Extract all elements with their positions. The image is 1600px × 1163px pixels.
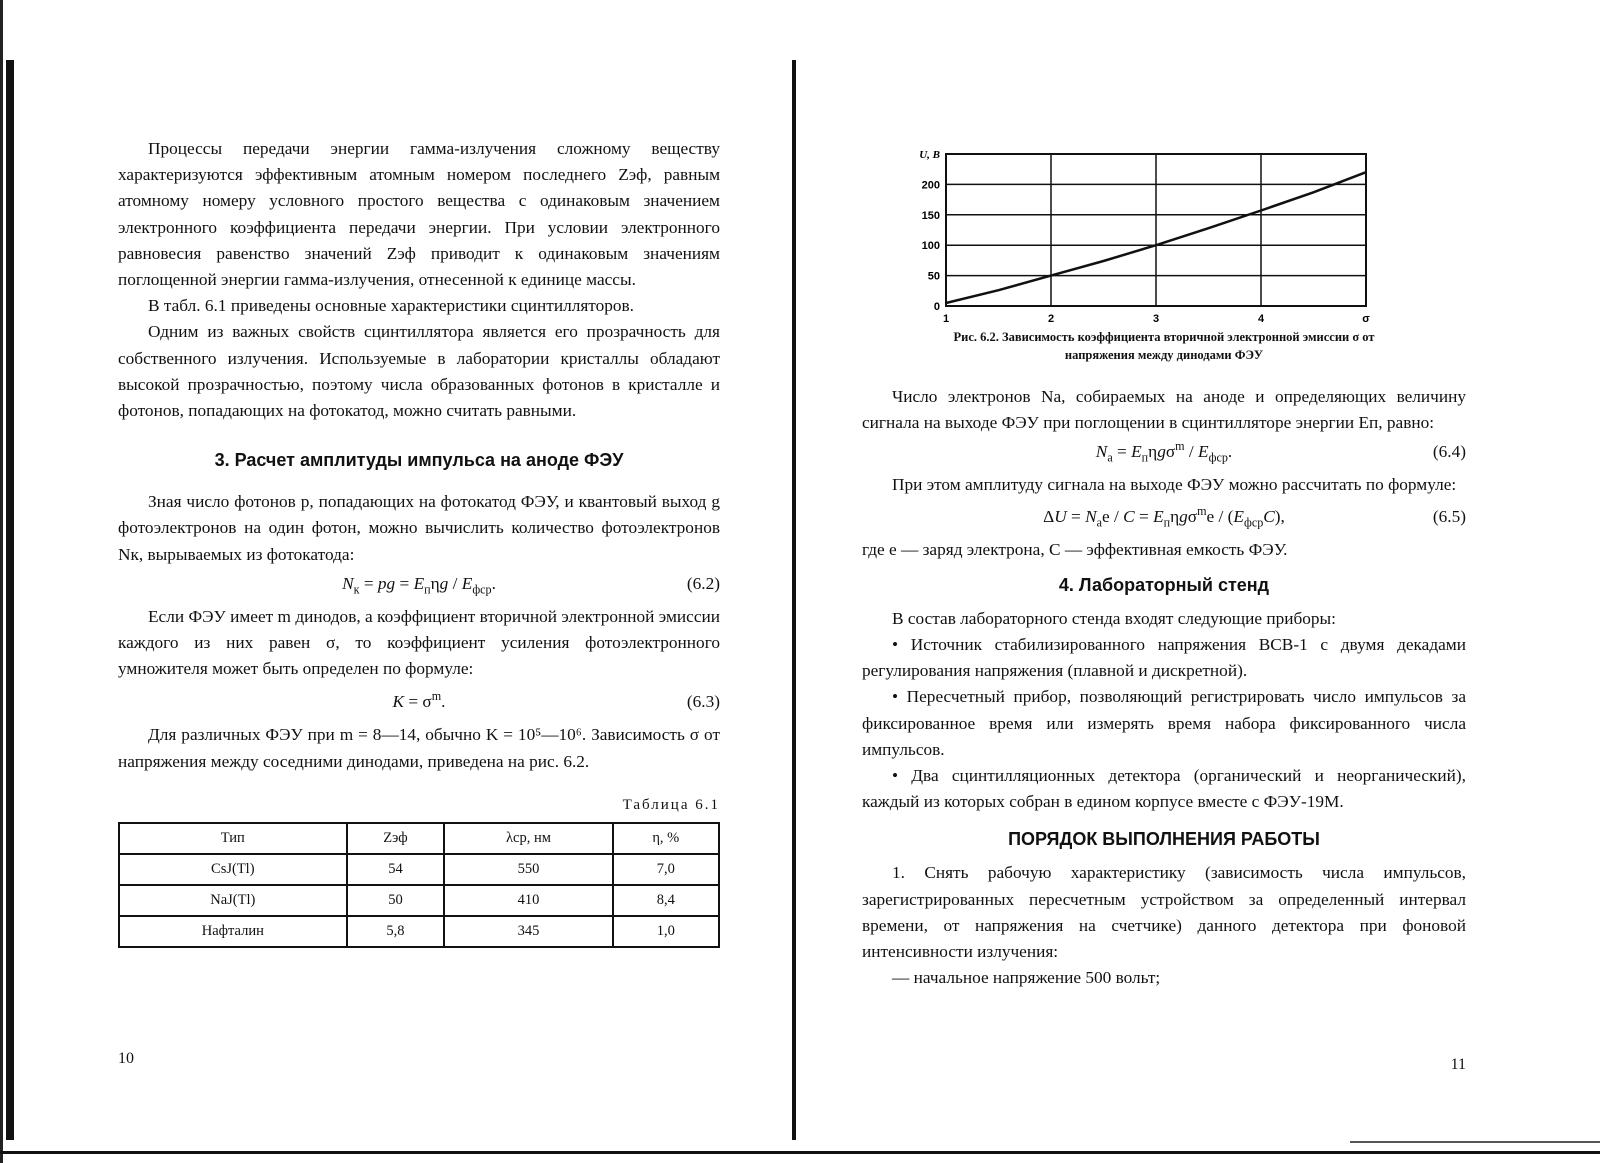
y-tick-label: 0: [933, 301, 940, 313]
equation-6-3-number: (6.3): [686, 692, 720, 712]
paragraph-table-ref: В табл. 6.1 приведены основные характеристики сцинтилляторов.: [148, 296, 634, 316]
scan-edge-bottom-shadow: [1350, 1141, 1600, 1143]
paragraph-equipment: В состав лабораторного стенда входят следующие приборы:: [892, 608, 1336, 628]
table-cell: 8,4: [613, 885, 719, 916]
paragraph-step-1: 1. Снять рабочую характеристику (зависимость числа импульсов, зарегистрированных пересчетным устройством за определенный интервал времени, от напряжения на счетчике) данного детектора при фоновой интенсивности излучения:: [862, 863, 1466, 962]
paragraph-charge: где e — заряд электрона, C — эффективная емкость ФЭУ.: [862, 539, 1288, 559]
table-cell: NaJ(Tl): [119, 885, 347, 916]
procedure-heading: ПОРЯДОК ВЫПОЛНЕНИЯ РАБОТЫ: [1008, 829, 1320, 850]
x-tick-label: σ: [1362, 313, 1370, 325]
section-heading-4: 4. Лабораторный стенд: [1058, 574, 1270, 595]
list-item: • Два сцинтилляционных детектора (органический и неорганический), каждый из которых собран в едином корпусе вместе с ФЭУ-19М.: [862, 766, 1466, 812]
figure-caption: Рис. 6.2. Зависимость коэффициента вторичной электронной эмиссии σ от напряжения между динодами ФЭУ: [953, 330, 1375, 362]
scan-edge-bottom: [0, 1151, 1600, 1154]
table-row: [119, 885, 719, 916]
table-cell: 1,0: [613, 916, 719, 947]
paragraph-anode-electrons: Число электронов Nа, собираемых на аноде и определяющих величину сигнала на выходе ФЭУ при поглощении в сцинтилляторе энергии Eп, равно:: [862, 387, 1466, 433]
y-tick-label: 200: [921, 179, 940, 192]
equation-6-5-number: (6.5): [1432, 506, 1466, 526]
scan-edge-left-shadow: [6, 60, 14, 1140]
equation-6-4-formula: $N_а = E_п\eta g\sigma^m / E_{фср}$.: [1095, 439, 1233, 465]
paragraph-gain-range: Для различных ФЭУ при m = 8—14, обычно K = 10⁵—10⁶. Зависимость σ от напряжения между соседними динодами, приведена на рис. 6.2.: [118, 725, 720, 771]
left-page: [118, 0, 720, 1067]
table-cell: Нафталин: [119, 916, 347, 947]
y-tick-label: 100: [921, 240, 940, 253]
equation-6-4-number: (6.4): [1432, 442, 1466, 462]
table-header-cell: λср, нм: [444, 823, 612, 854]
y-tick-label: 50: [927, 270, 940, 283]
table-header-cell: Тип: [119, 823, 347, 854]
list-item: • Источник стабилизированного напряжения ВСВ-1 с двумя декадами регулирования напряжения (плавной и дискретной).: [862, 635, 1466, 681]
x-tick-label: 4: [1257, 313, 1265, 325]
paragraph-dynodes: Если ФЭУ имеет m динодов, а коэффициент вторичной электронной эмиссии каждого из них равен σ, то коэффициент усиления фотоэлектронного умножителя может быть определен по формуле:: [118, 606, 720, 679]
paragraph-transparency: Одним из важных свойств сцинтиллятора является его прозрачность для собственного излучения. Используемые в лаборатории кристаллы обладают высокой прозрачностью, поэтому числа образованных фотонов в кристалле и фотонов, попадающих на фотокатод, можно считать равными.: [118, 322, 720, 421]
y-axis-label: U, B: [919, 149, 940, 161]
x-tick-label: 2: [1047, 313, 1055, 325]
table-cell: CsJ(Tl): [119, 854, 347, 885]
x-tick-label: 3: [1152, 313, 1160, 325]
paragraph-photoelectrons: Зная число фотонов p, попадающих на фотокатод ФЭУ, и квантовый выход g фотоэлектронов на один фотон, можно вычислить количество фотоэлектронов Nк, вырываемых из фотокатода:: [118, 492, 720, 564]
table-cell: 50: [347, 885, 445, 916]
equation-6-2: [118, 574, 720, 604]
equation-6-5: [862, 503, 1466, 537]
scintillator-table: [118, 822, 720, 948]
equation-6-3-formula: $K = \sigma^m$.: [392, 689, 446, 712]
paragraph-zeff: Процессы передачи энергии гамма-излучения сложному веществу характеризуются эффективным атомным номером последнего Zэф, равным атомному номеру условного простого вещества с одинаковым значением электронного коэффициента передачи энергии. При условии электронного равновесия равенство значений Zэф приводит к одинаковым значениям поглощенной энергии гамма-излучения, отнесенной к единице массы.: [118, 139, 720, 290]
table-row: [119, 854, 719, 885]
table-cell: 410: [444, 885, 612, 916]
sigma-voltage-chart: [862, 140, 1466, 328]
paragraph-amplitude: При этом амплитуду сигнала на выходе ФЭУ можно рассчитать по формуле:: [892, 475, 1457, 495]
page-number-right: 11: [1450, 1056, 1466, 1073]
equation-6-5-formula: $\Delta U = N_аe / C = E_п\eta g\sigma^me / (E_{фср}C)$,: [1043, 503, 1285, 530]
list-item: • Пересчетный прибор, позволяющий регистрировать число импульсов за фиксированное время или измерять время набора фиксированного числа импульсов.: [862, 687, 1466, 759]
equation-6-4: [862, 439, 1466, 472]
table-cell: 5,8: [347, 916, 445, 947]
table-header-row: [119, 823, 719, 854]
section-heading-3: 3. Расчет амплитуды импульса на аноде ФЭУ: [214, 450, 624, 471]
equation-6-2-number: (6.2): [686, 573, 720, 593]
paragraph-initial-voltage: — начальное напряжение 500 вольт;: [892, 968, 1161, 988]
table-cell: 345: [444, 916, 612, 947]
table-cell: 54: [347, 854, 445, 885]
scan-edge-left: [0, 0, 3, 1163]
x-tick-label: 1: [942, 313, 950, 325]
right-page: [862, 0, 1466, 1073]
equation-6-3: [118, 689, 720, 722]
table-header-cell: η, %: [613, 823, 719, 854]
page-number-left: 10: [118, 1050, 134, 1067]
equation-6-2-formula: $N_к$ = pg = $E_п\eta g / E_{фср}$.: [342, 573, 496, 597]
table-caption: Таблица 6.1: [622, 796, 720, 813]
y-tick-label: 150: [921, 209, 940, 222]
table-cell: 7,0: [613, 854, 719, 885]
figure-6-2-chart: [862, 140, 1466, 328]
table-header-cell: Zэф: [347, 823, 445, 854]
book-spine: [792, 60, 796, 1140]
table-row: [119, 916, 719, 947]
table-cell: 550: [444, 854, 612, 885]
